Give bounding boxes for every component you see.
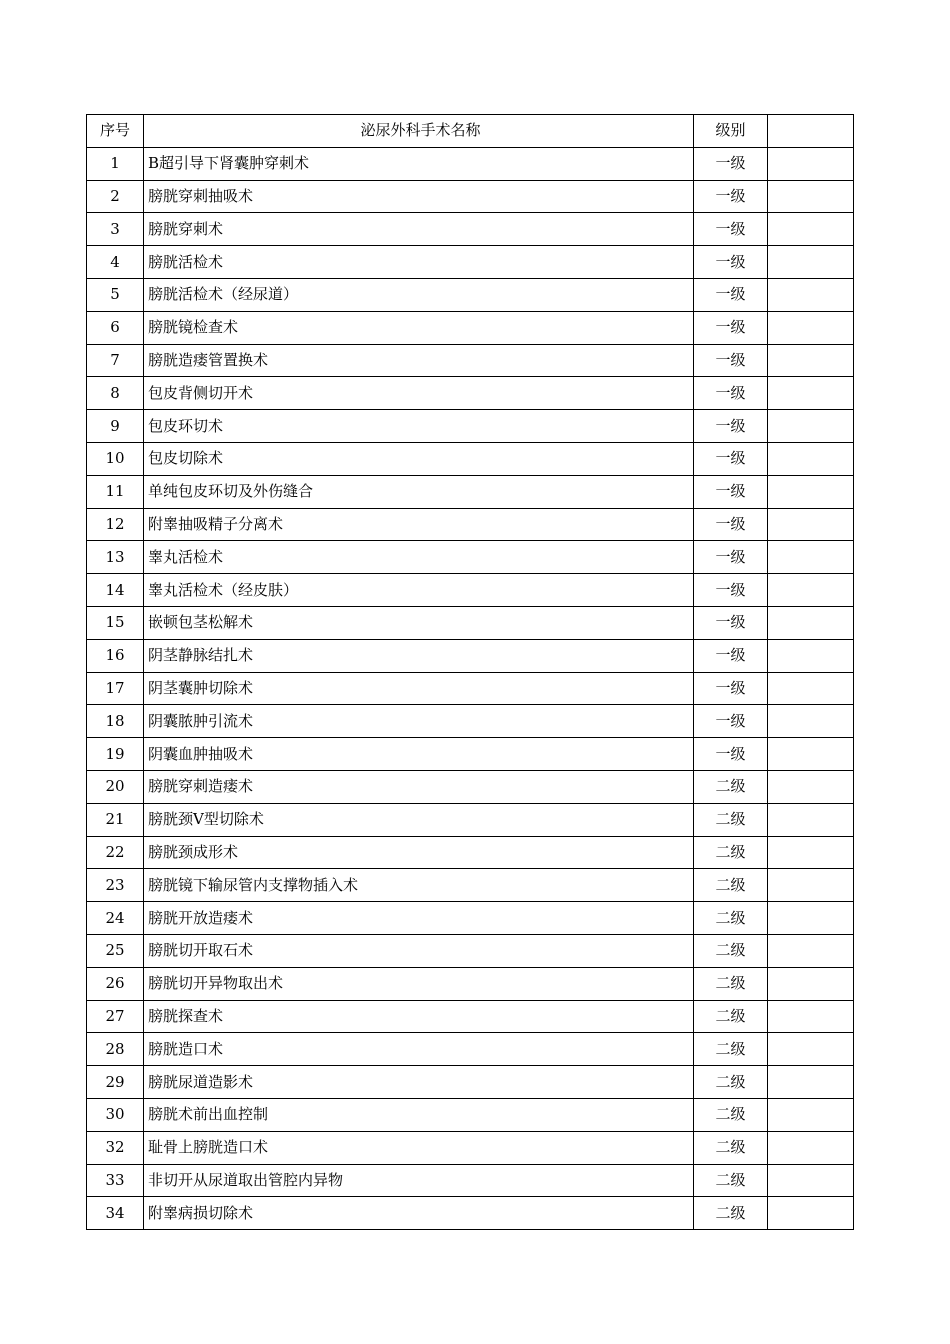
row-level: 一级	[694, 344, 768, 377]
table-row	[87, 344, 854, 377]
row-number: 16	[87, 639, 144, 672]
row-level: 一级	[694, 639, 768, 672]
table-row	[87, 147, 854, 180]
row-number: 23	[87, 869, 144, 902]
row-number: 9	[87, 410, 144, 443]
table-row	[87, 803, 854, 836]
row-number: 19	[87, 738, 144, 771]
row-extra	[768, 606, 854, 639]
row-procedure-name: 膀胱术前出血控制	[144, 1098, 694, 1131]
row-number: 7	[87, 344, 144, 377]
row-procedure-name: 膀胱切开异物取出术	[144, 967, 694, 1000]
row-level: 二级	[694, 869, 768, 902]
table-row	[87, 574, 854, 607]
row-procedure-name: 膀胱探查术	[144, 1000, 694, 1033]
row-extra	[768, 639, 854, 672]
row-extra	[768, 902, 854, 935]
row-level: 二级	[694, 1066, 768, 1099]
row-level: 一级	[694, 508, 768, 541]
row-number: 27	[87, 1000, 144, 1033]
row-number: 21	[87, 803, 144, 836]
row-level: 二级	[694, 934, 768, 967]
header-level: 级别	[694, 115, 768, 148]
row-level: 一级	[694, 246, 768, 279]
row-number: 1	[87, 147, 144, 180]
row-extra	[768, 278, 854, 311]
row-extra	[768, 934, 854, 967]
row-extra	[768, 410, 854, 443]
row-extra	[768, 1197, 854, 1230]
row-procedure-name: 膀胱穿刺抽吸术	[144, 180, 694, 213]
table-row	[87, 541, 854, 574]
table-row	[87, 1131, 854, 1164]
table-row	[87, 1164, 854, 1197]
row-procedure-name: 耻骨上膀胱造口术	[144, 1131, 694, 1164]
table-row	[87, 1066, 854, 1099]
row-procedure-name: 睾丸活检术	[144, 541, 694, 574]
row-extra	[768, 541, 854, 574]
row-number: 12	[87, 508, 144, 541]
row-procedure-name: 附睾抽吸精子分离术	[144, 508, 694, 541]
table-row	[87, 639, 854, 672]
row-number: 22	[87, 836, 144, 869]
row-procedure-name: 阴茎囊肿切除术	[144, 672, 694, 705]
row-procedure-name: 阴囊血肿抽吸术	[144, 738, 694, 771]
table-row	[87, 1000, 854, 1033]
row-level: 二级	[694, 1164, 768, 1197]
row-level: 二级	[694, 1033, 768, 1066]
row-level: 二级	[694, 836, 768, 869]
header-procedure-name: 泌尿外科手术名称	[144, 115, 694, 148]
table-row	[87, 1033, 854, 1066]
row-extra	[768, 180, 854, 213]
row-procedure-name: 膀胱穿刺术	[144, 213, 694, 246]
row-number: 15	[87, 606, 144, 639]
row-level: 一级	[694, 541, 768, 574]
row-level: 一级	[694, 213, 768, 246]
row-extra	[768, 1164, 854, 1197]
table-row	[87, 836, 854, 869]
row-procedure-name: 膀胱造瘘管置换术	[144, 344, 694, 377]
row-procedure-name: 包皮切除术	[144, 442, 694, 475]
row-level: 二级	[694, 1098, 768, 1131]
table-row	[87, 934, 854, 967]
row-level: 二级	[694, 1131, 768, 1164]
table-row	[87, 1197, 854, 1230]
table-row	[87, 180, 854, 213]
header-number: 序号	[87, 115, 144, 148]
row-extra	[768, 246, 854, 279]
row-level: 一级	[694, 147, 768, 180]
row-extra	[768, 1000, 854, 1033]
table-row	[87, 246, 854, 279]
row-number: 14	[87, 574, 144, 607]
row-number: 10	[87, 442, 144, 475]
row-extra	[768, 803, 854, 836]
row-extra	[768, 869, 854, 902]
row-number: 13	[87, 541, 144, 574]
row-procedure-name: 单纯包皮环切及外伤缝合	[144, 475, 694, 508]
row-extra	[768, 1131, 854, 1164]
row-procedure-name: 膀胱颈成形术	[144, 836, 694, 869]
row-level: 一级	[694, 574, 768, 607]
table-row	[87, 606, 854, 639]
row-procedure-name: 包皮环切术	[144, 410, 694, 443]
row-number: 17	[87, 672, 144, 705]
row-extra	[768, 1066, 854, 1099]
row-procedure-name: 嵌顿包茎松解术	[144, 606, 694, 639]
row-level: 一级	[694, 738, 768, 771]
table-row	[87, 278, 854, 311]
row-number: 5	[87, 278, 144, 311]
row-procedure-name: 膀胱镜检查术	[144, 311, 694, 344]
row-procedure-name: 膀胱开放造瘘术	[144, 902, 694, 935]
row-level: 一级	[694, 672, 768, 705]
procedure-table	[86, 114, 854, 1230]
row-level: 二级	[694, 1197, 768, 1230]
row-procedure-name: 膀胱造口术	[144, 1033, 694, 1066]
header-extra	[768, 115, 854, 148]
row-number: 2	[87, 180, 144, 213]
row-number: 8	[87, 377, 144, 410]
row-extra	[768, 377, 854, 410]
row-number: 33	[87, 1164, 144, 1197]
row-extra	[768, 836, 854, 869]
row-extra	[768, 213, 854, 246]
row-level: 二级	[694, 967, 768, 1000]
row-level: 二级	[694, 770, 768, 803]
table-row	[87, 967, 854, 1000]
row-procedure-name: 膀胱活检术（经尿道）	[144, 278, 694, 311]
row-level: 一级	[694, 410, 768, 443]
table-row	[87, 475, 854, 508]
row-number: 32	[87, 1131, 144, 1164]
row-extra	[768, 344, 854, 377]
row-extra	[768, 442, 854, 475]
row-procedure-name: 附睾病损切除术	[144, 1197, 694, 1230]
row-level: 一级	[694, 606, 768, 639]
row-procedure-name: B超引导下肾囊肿穿刺术	[144, 147, 694, 180]
table-row	[87, 738, 854, 771]
table-row	[87, 377, 854, 410]
row-number: 11	[87, 475, 144, 508]
row-extra	[768, 672, 854, 705]
row-procedure-name: 膀胱切开取石术	[144, 934, 694, 967]
row-number: 29	[87, 1066, 144, 1099]
row-extra	[768, 574, 854, 607]
table-row	[87, 770, 854, 803]
row-level: 一级	[694, 705, 768, 738]
row-extra	[768, 738, 854, 771]
row-procedure-name: 阴茎静脉结扎术	[144, 639, 694, 672]
row-level: 一级	[694, 475, 768, 508]
row-number: 18	[87, 705, 144, 738]
table-row	[87, 869, 854, 902]
row-extra	[768, 475, 854, 508]
row-level: 二级	[694, 902, 768, 935]
row-level: 一级	[694, 278, 768, 311]
row-level: 二级	[694, 803, 768, 836]
row-extra	[768, 1033, 854, 1066]
row-procedure-name: 膀胱颈V型切除术	[144, 803, 694, 836]
row-extra	[768, 705, 854, 738]
row-procedure-name: 包皮背侧切开术	[144, 377, 694, 410]
row-procedure-name: 阴囊脓肿引流术	[144, 705, 694, 738]
table-header-row	[87, 115, 854, 148]
row-level: 二级	[694, 1000, 768, 1033]
table-body	[87, 147, 854, 1229]
table-row	[87, 213, 854, 246]
row-extra	[768, 147, 854, 180]
row-extra	[768, 311, 854, 344]
row-procedure-name: 膀胱穿刺造瘘术	[144, 770, 694, 803]
row-number: 30	[87, 1098, 144, 1131]
table-row	[87, 508, 854, 541]
row-procedure-name: 非切开从尿道取出管腔内异物	[144, 1164, 694, 1197]
table-row	[87, 442, 854, 475]
row-number: 24	[87, 902, 144, 935]
row-procedure-name: 睾丸活检术（经皮肤）	[144, 574, 694, 607]
row-procedure-name: 膀胱尿道造影术	[144, 1066, 694, 1099]
row-extra	[768, 508, 854, 541]
row-number: 4	[87, 246, 144, 279]
row-number: 34	[87, 1197, 144, 1230]
row-level: 一级	[694, 311, 768, 344]
row-extra	[768, 1098, 854, 1131]
row-number: 6	[87, 311, 144, 344]
table-row	[87, 902, 854, 935]
row-procedure-name: 膀胱活检术	[144, 246, 694, 279]
row-level: 一级	[694, 180, 768, 213]
table-row	[87, 1098, 854, 1131]
row-level: 一级	[694, 442, 768, 475]
row-number: 20	[87, 770, 144, 803]
row-level: 一级	[694, 377, 768, 410]
row-number: 28	[87, 1033, 144, 1066]
row-number: 3	[87, 213, 144, 246]
table-row	[87, 410, 854, 443]
table-row	[87, 672, 854, 705]
row-extra	[768, 770, 854, 803]
row-extra	[768, 967, 854, 1000]
table-row	[87, 311, 854, 344]
row-number: 26	[87, 967, 144, 1000]
table-row	[87, 705, 854, 738]
row-number: 25	[87, 934, 144, 967]
row-procedure-name: 膀胱镜下输尿管内支撑物插入术	[144, 869, 694, 902]
